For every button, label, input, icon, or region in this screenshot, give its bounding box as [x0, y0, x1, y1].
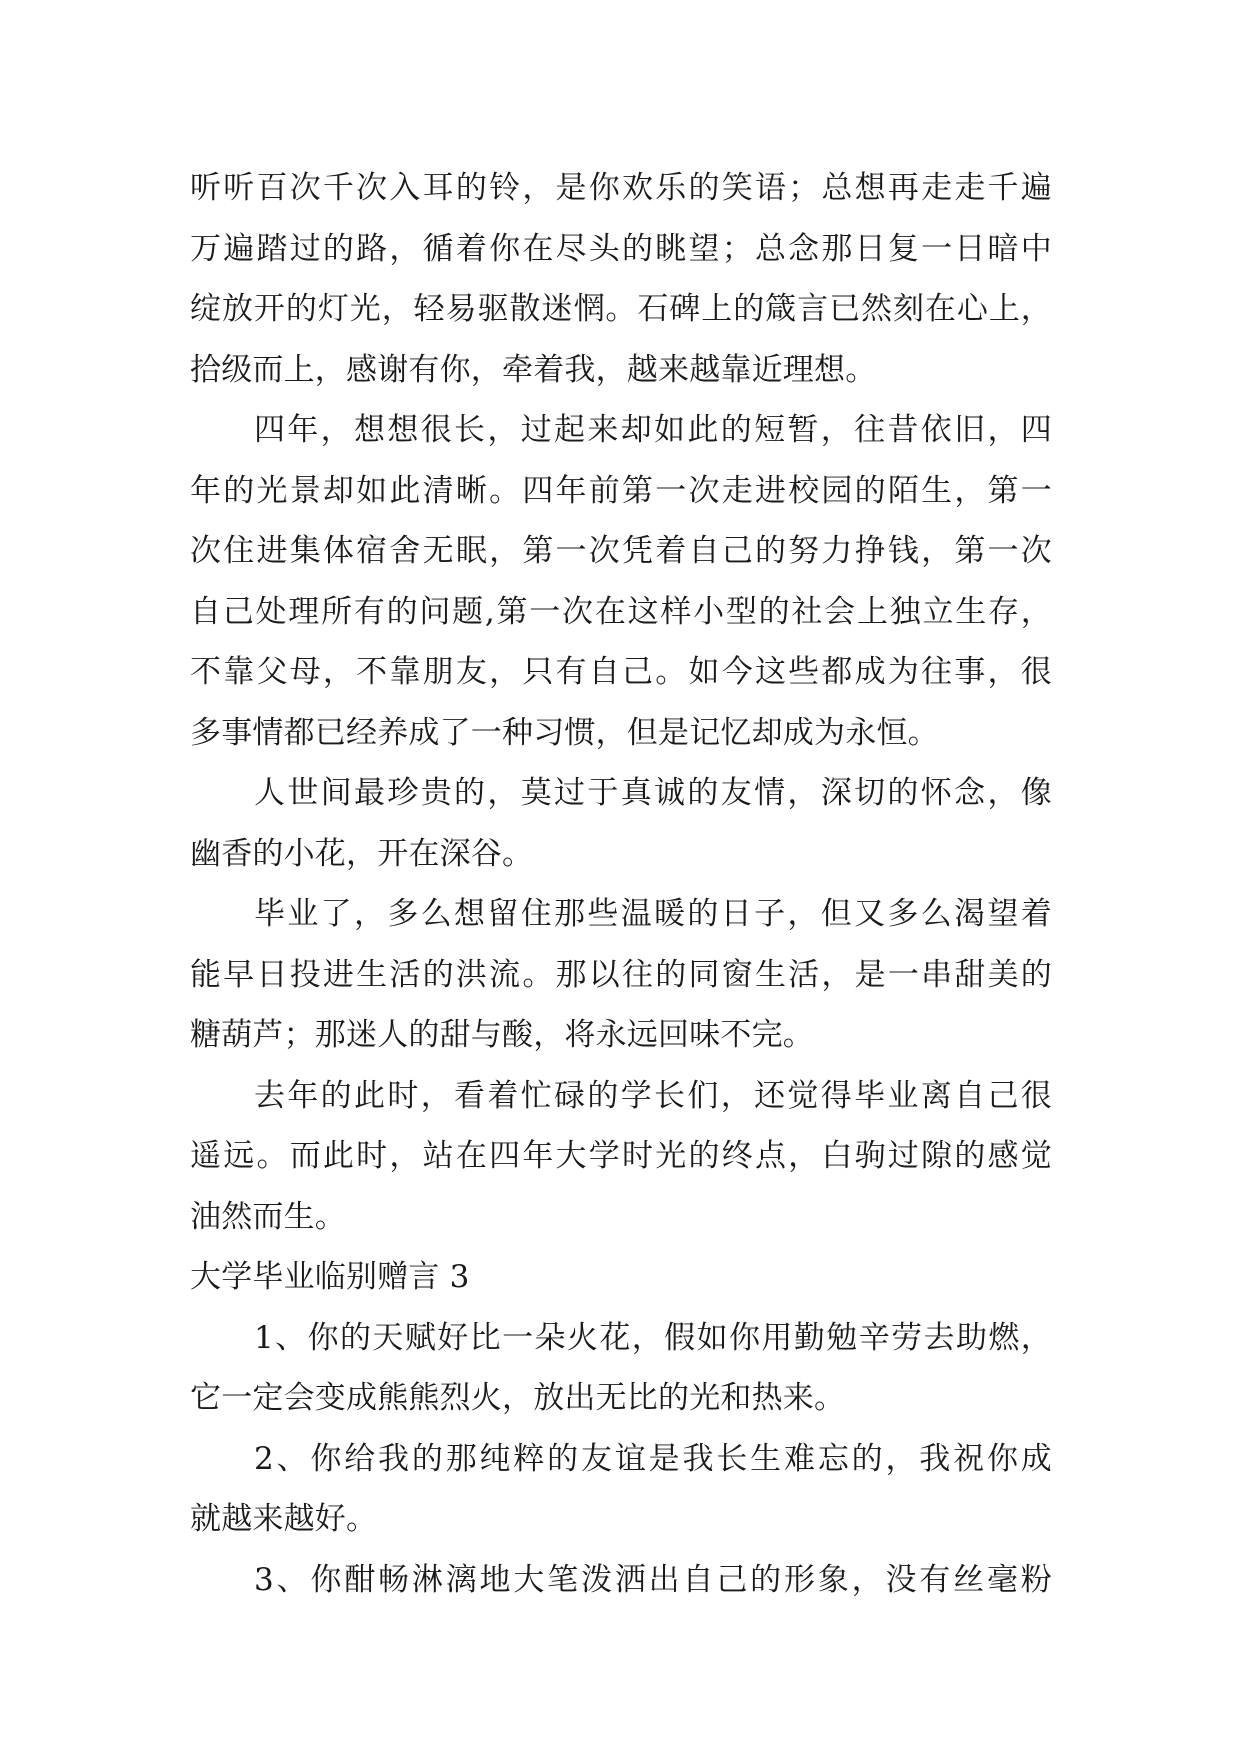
text-line: 年的光景却如此清晰。四年前第一次走进校园的陌生，第一 [190, 472, 1052, 509]
list-item-first-line: 2、你给我的那纯粹的友谊是我长生难忘的，我祝你成 [254, 1440, 1052, 1477]
paragraph-first-line: 去年的此时，看着忙碌的学长们，还觉得毕业离自己很 [254, 1077, 1052, 1114]
text-line: 油然而生。 [190, 1198, 346, 1235]
paragraph-first-line: 四年，想想很长，过起来却如此的短暂，往昔依旧，四 [254, 412, 1052, 448]
paragraph-first-line: 毕业了，多么想留住那些温暖的日子，但又多么渴望着 [254, 896, 1052, 932]
text-line: 它一定会变成熊熊烈火，放出无比的光和热来。 [190, 1380, 846, 1416]
document-page [190, 158, 1052, 1610]
text-line: 就越来越好。 [190, 1501, 378, 1537]
list-item-first-line: 3、你酣畅淋漓地大笔泼洒出自己的形象，没有丝毫粉 [254, 1561, 1052, 1598]
text-line: 次住进集体宿舍无眠，第一次凭着自己的努力挣钱，第一次 [190, 533, 1052, 569]
text-line: 拾级而上，感谢有你，牵着我，越来越靠近理想。 [190, 351, 877, 388]
list-item-first-line: 1、你的天赋好比一朵火花，假如你用勤勉辛劳去助燃， [254, 1319, 1052, 1356]
text-line: 自己处理所有的问题,第一次在这样小型的社会上独立生存， [190, 593, 1052, 630]
section-heading: 大学毕业临别赠言 3 [190, 1259, 470, 1295]
text-line: 能早日投进生活的洪流。那以往的同窗生活，是一串甜美的 [190, 956, 1052, 993]
text-line: 幽香的小花，开在深谷。 [190, 835, 534, 872]
text-line: 万遍踏过的路，循着你在尽头的眺望；总念那日复一日暗中 [190, 230, 1052, 267]
text-line: 遥远。而此时，站在四年大学时光的终点，白驹过隙的感觉 [190, 1138, 1052, 1174]
text-line: 绽放开的灯光，轻易驱散迷惘。石碑上的箴言已然刻在心上， [190, 291, 1052, 327]
text-line: 听听百次千次入耳的铃，是你欢乐的笑语；总想再走走千遍 [190, 170, 1052, 206]
text-line: 多事情都已经养成了一种习惯，但是记忆却成为永恒。 [190, 714, 939, 751]
text-line: 不靠父母，不靠朋友，只有自己。如今这些都成为往事，很 [190, 654, 1052, 690]
text-line: 糖葫芦；那迷人的甜与酸，将永远回味不完。 [190, 1017, 814, 1053]
paragraph-first-line: 人世间最珍贵的，莫过于真诚的友情，深切的怀念，像 [254, 775, 1052, 811]
